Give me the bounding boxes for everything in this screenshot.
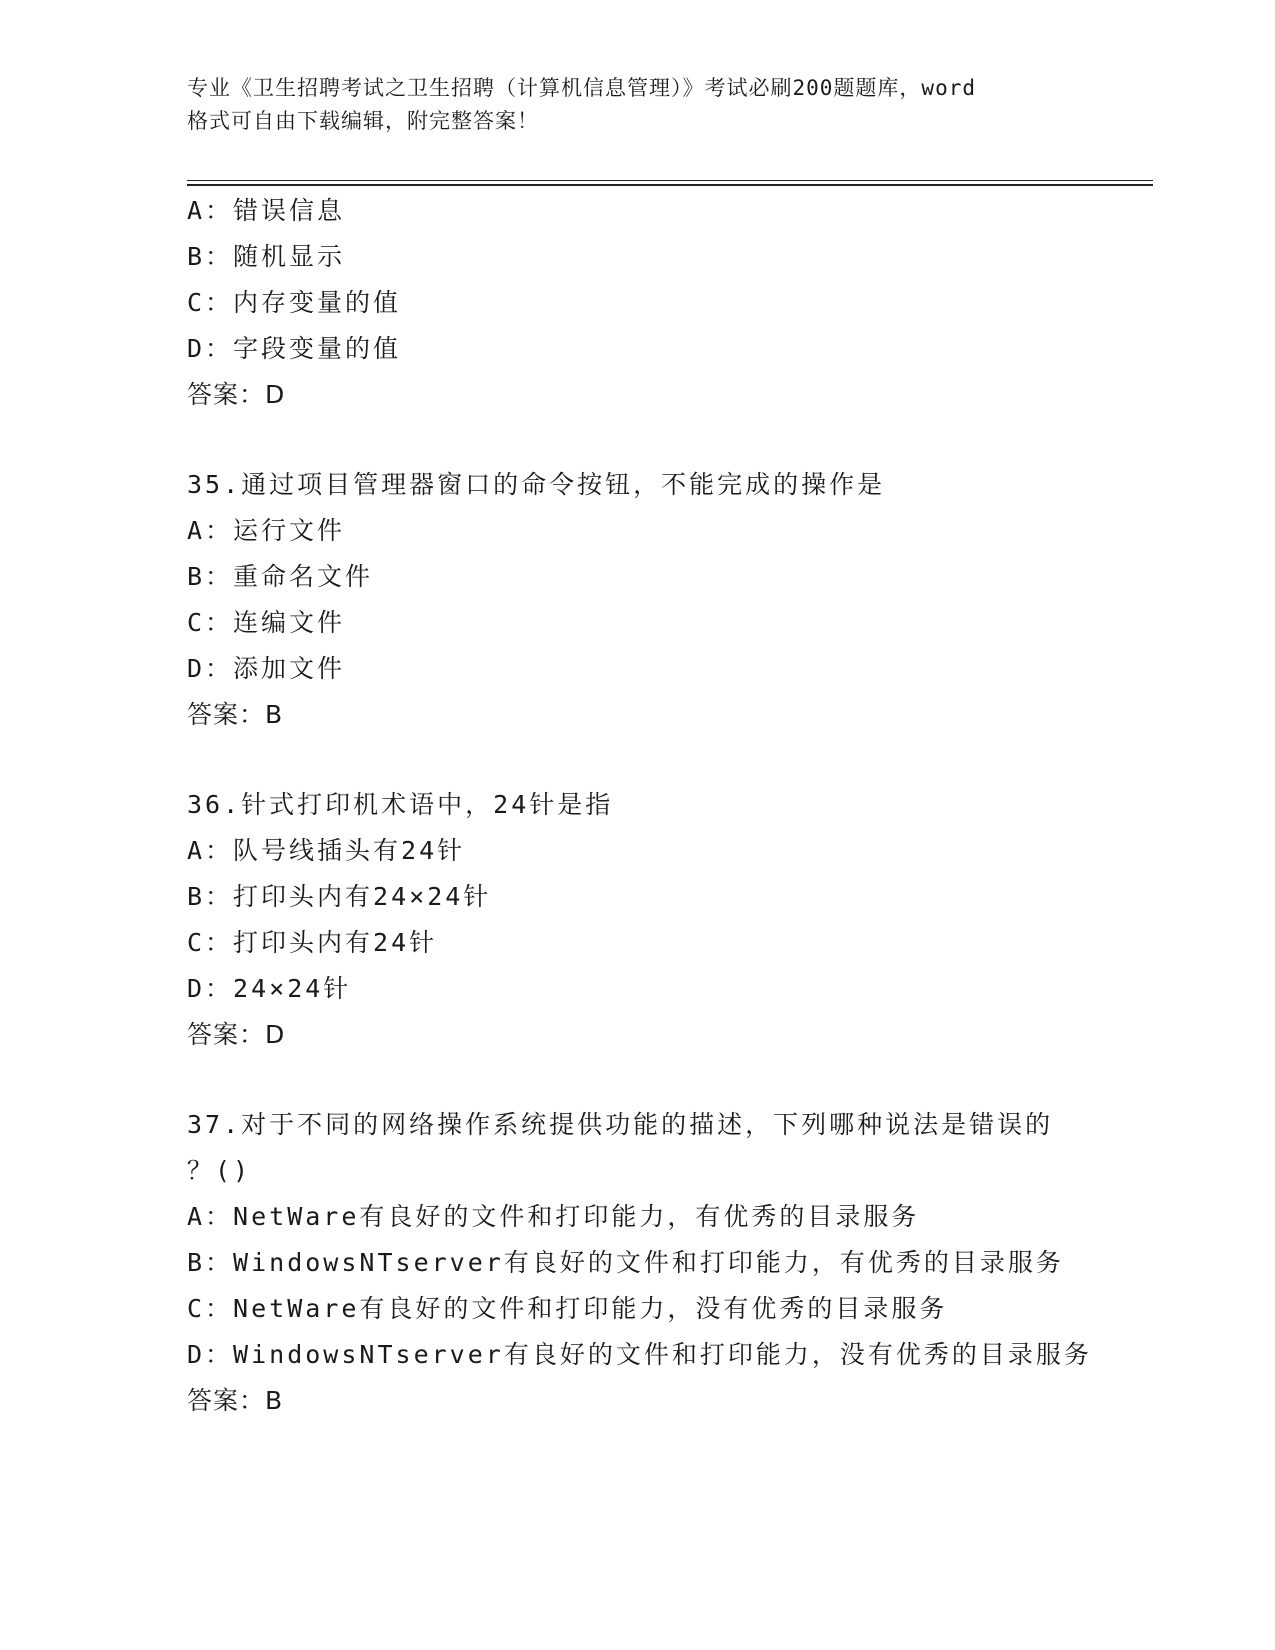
option-a: A：运行文件 [187,516,346,545]
question-text: 37.对于不同的网络操作系统提供功能的描述，下列哪种说法是错误的 [187,1110,1054,1139]
question-text: 35.通过项目管理器窗口的命令按钮，不能完成的操作是 [187,470,886,499]
option-d: D：WindowsNTserver有良好的文件和打印能力，没有优秀的目录服务 [187,1340,1092,1369]
option-c: C：内存变量的值 [187,288,402,317]
header-line-2: 格式可自由下载编辑，附完整答案！ [187,109,539,133]
question-text-continued: ？() [187,1156,252,1185]
option-b: B：重命名文件 [187,562,374,591]
answer: 答案：B [187,1386,284,1415]
option-d: D：24×24针 [187,974,352,1003]
answer: 答案：B [187,700,284,729]
answer: 答案：D [187,380,286,409]
question-35 [187,462,1147,738]
option-a: A：NetWare有良好的文件和打印能力，有优秀的目录服务 [187,1202,920,1231]
question-37 [187,1102,1147,1424]
option-c: C：NetWare有良好的文件和打印能力，没有优秀的目录服务 [187,1294,948,1323]
question-text: 36.针式打印机术语中，24针是指 [187,790,614,819]
option-d: D：添加文件 [187,654,346,683]
page-header [187,72,1087,138]
answer: 答案：D [187,1020,286,1049]
option-b: B：WindowsNTserver有良好的文件和打印能力，有优秀的目录服务 [187,1248,1064,1277]
option-c: C：打印头内有24针 [187,928,438,957]
option-b: B：打印头内有24×24针 [187,882,492,911]
option-a: A：队号线插头有24针 [187,836,466,865]
option-c: C：连编文件 [187,608,346,637]
question-36 [187,782,1147,1058]
header-divider-top [187,180,1153,181]
previous-question-block [187,188,1147,418]
option-b: B：随机显示 [187,242,346,271]
header-line-1: 专业《卫生招聘考试之卫生招聘（计算机信息管理）》考试必刷200题题库，word [187,76,976,100]
option-a: A：错误信息 [187,196,346,225]
question-list [187,188,1147,1424]
header-divider-bottom [187,184,1153,186]
option-d: D：字段变量的值 [187,334,402,363]
